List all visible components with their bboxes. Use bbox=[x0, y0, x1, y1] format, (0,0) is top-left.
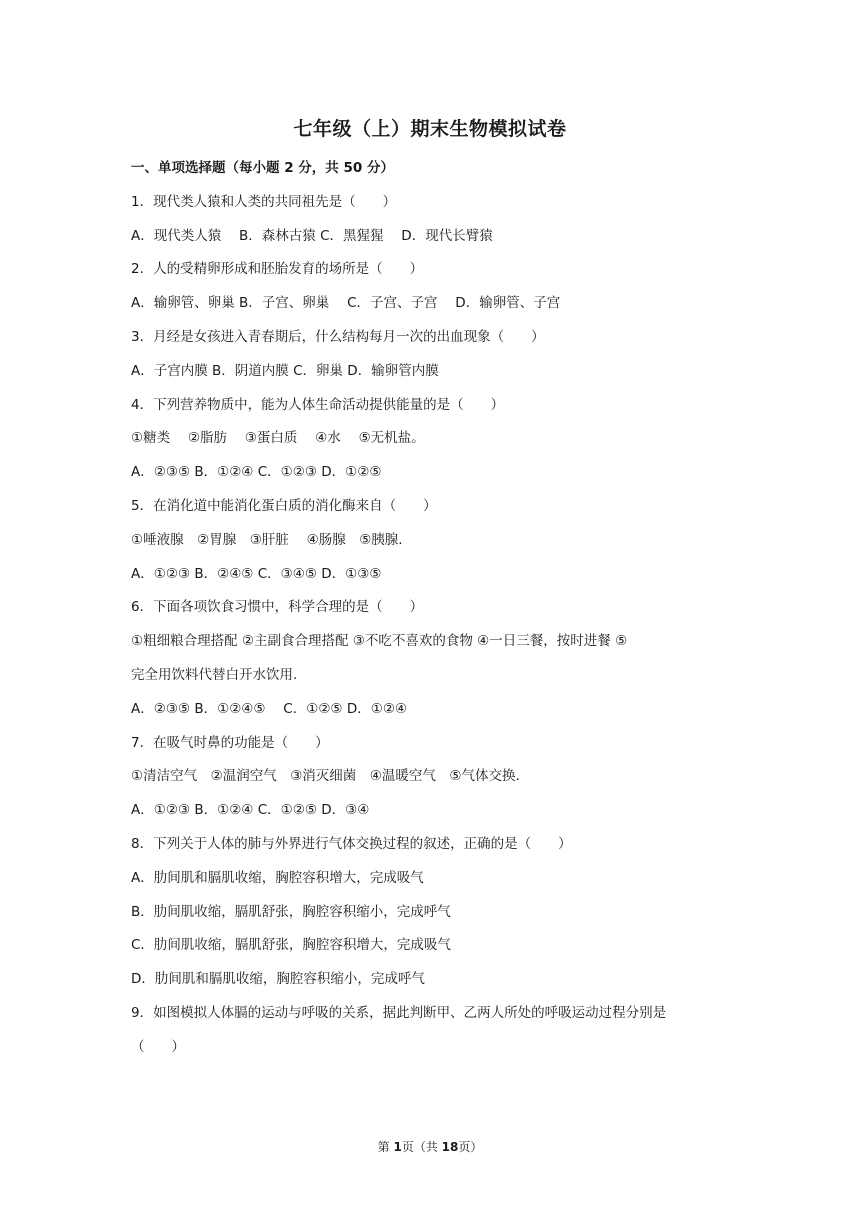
question-8: 8．下列关于人体的肺与外界进行气体交换过程的叙述，正确的是（ ） bbox=[131, 835, 572, 852]
question-7-options: A．①②③ B．①②④ C．①②⑤ D．③④ bbox=[131, 802, 370, 819]
footer-page-number: 1 bbox=[393, 1140, 402, 1154]
footer-suffix: 页） bbox=[458, 1140, 483, 1154]
question-1: 1．现代类人猿和人类的共同祖先是（ ） bbox=[131, 193, 397, 210]
question-9-continued: （ ） bbox=[131, 1038, 185, 1055]
question-8-option-d: D．肋间肌和膈肌收缩，胸腔容积缩小，完成呼气 bbox=[131, 971, 425, 988]
question-6: 6．下面各项饮食习惯中，科学合理的是（ ） bbox=[131, 599, 424, 616]
section-heading: 一、单项选择题（每小题 2 分，共 50 分） bbox=[131, 160, 394, 176]
question-9: 9．如图模拟人体膈的运动与呼吸的关系，据此判断甲、乙两人所处的呼吸运动过程分别是 bbox=[131, 1004, 667, 1021]
question-6-items-continued: 完全用饮料代替白开水饮用. bbox=[131, 666, 298, 683]
question-7-items: ①清洁空气 ②温润空气 ③消灭细菌 ④温暖空气 ⑤气体交换. bbox=[131, 768, 520, 785]
question-8-option-a: A．肋间肌和膈肌收缩，胸腔容积增大，完成吸气 bbox=[131, 869, 424, 886]
question-3: 3．月经是女孩进入青春期后，什么结构每月一次的出血现象（ ） bbox=[131, 328, 545, 345]
question-4-options: A．②③⑤ B．①②④ C．①②③ D．①②⑤ bbox=[131, 464, 382, 481]
question-1-options: A．现代类人猿 B．森林古猿 C．黑猩猩 D．现代长臂猿 bbox=[131, 227, 493, 244]
page-footer bbox=[0, 1138, 860, 1155]
question-content bbox=[131, 158, 731, 1063]
question-8-option-c: C．肋间肌收缩，膈肌舒张，胸腔容积增大，完成吸气 bbox=[131, 937, 451, 954]
question-6-items: ①粗细粮合理搭配 ②主副食合理搭配 ③不吃不喜欢的食物 ④一日三餐，按时进餐 ⑤ bbox=[131, 633, 628, 650]
question-5: 5．在消化道中能消化蛋白质的消化酶来自（ ） bbox=[131, 497, 437, 514]
question-5-items: ①唾液腺 ②胃腺 ③肝脏 ④肠腺 ⑤胰腺. bbox=[131, 531, 403, 548]
question-5-options: A．①②③ B．②④⑤ C．③④⑤ D．①③⑤ bbox=[131, 565, 382, 582]
footer-total-pages: 18 bbox=[441, 1140, 459, 1154]
question-2: 2．人的受精卵形成和胚胎发育的场所是（ ） bbox=[131, 261, 424, 278]
question-6-options: A．②③⑤ B．①②④⑤ C．①②⑤ D．①②④ bbox=[131, 700, 408, 717]
question-3-options: A．子宫内膜 B．阴道内膜 C．卵巢 D．输卵管内膜 bbox=[131, 362, 439, 379]
question-2-options: A．输卵管、卵巢 B．子宫、卵巢 C．子宫、子宫 D．输卵管、子宫 bbox=[131, 295, 561, 312]
question-4-items: ①糖类 ②脂肪 ③蛋白质 ④水 ⑤无机盐。 bbox=[131, 430, 425, 447]
question-7: 7．在吸气时鼻的功能是（ ） bbox=[131, 734, 329, 751]
question-4: 4．下列营养物质中，能为人体生命活动提供能量的是（ ） bbox=[131, 396, 505, 413]
footer-prefix: 第 bbox=[377, 1140, 394, 1154]
question-8-option-b: B．肋间肌收缩，膈肌舒张，胸腔容积缩小，完成呼气 bbox=[131, 903, 451, 920]
footer-middle: 页（共 bbox=[401, 1140, 442, 1154]
page-title: 七年级（上）期末生物模拟试卷 bbox=[293, 118, 567, 140]
